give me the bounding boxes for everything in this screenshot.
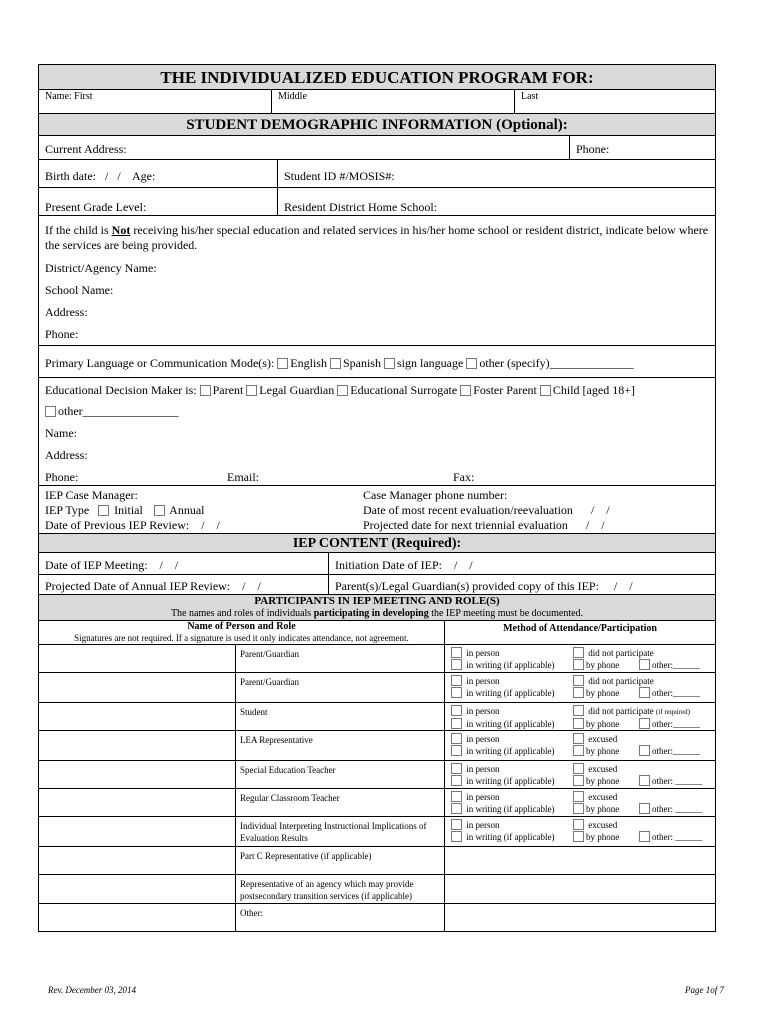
checkbox-icon[interactable] xyxy=(277,358,288,369)
attend-in-person-option[interactable]: in person xyxy=(451,705,573,718)
previous-review-field[interactable]: Date of Previous IEP Review: / / xyxy=(45,518,220,532)
participant-attendance-cell xyxy=(445,703,715,730)
checkbox-icon[interactable] xyxy=(451,831,462,842)
checkbox-icon[interactable] xyxy=(451,647,462,658)
triennial-eval-field[interactable]: Projected date for next triennial evaluation / / xyxy=(363,518,605,532)
participant-row xyxy=(39,672,715,702)
content-title-row xyxy=(39,534,715,553)
decision-maker-block xyxy=(39,378,715,485)
dm-parent-option[interactable]: Parent xyxy=(200,380,244,400)
iep-type-initial-option[interactable]: Initial xyxy=(98,503,143,518)
birth-row xyxy=(39,160,715,188)
attend-in-person-option[interactable]: in person xyxy=(451,733,573,745)
iep-type-label: IEP Type xyxy=(45,503,90,517)
participant-row xyxy=(39,760,715,788)
participant-role: Representative of an agency which may provide postsecondary transition services (if applicable) xyxy=(236,875,445,903)
checkbox-icon[interactable] xyxy=(246,385,257,396)
name-col-title: Name of Person and Role xyxy=(187,621,296,632)
attend-not-participate-option[interactable]: did not participate xyxy=(573,647,654,659)
attend-in-writing-option[interactable]: in writing (if applicable) xyxy=(451,803,573,815)
attend-not-participate-option[interactable]: excused xyxy=(573,791,617,803)
attend-not-participate-option[interactable]: excused xyxy=(573,763,617,775)
name-last-field[interactable]: Last xyxy=(521,91,539,102)
service-location-block xyxy=(39,216,715,345)
participant-name-cell[interactable] xyxy=(39,789,236,816)
checkbox-icon[interactable] xyxy=(573,705,584,716)
language-label: Primary Language or Communication Mode(s): xyxy=(45,355,275,370)
checkbox-icon[interactable] xyxy=(639,687,650,698)
district-agency-field[interactable]: District/Agency Name: xyxy=(45,261,157,275)
checkbox-icon[interactable] xyxy=(200,385,211,396)
participant-role: Special Education Teacher xyxy=(236,761,445,788)
attend-by-phone-option[interactable]: by phone xyxy=(573,718,639,730)
demographic-title: STUDENT DEMOGRAPHIC INFORMATION (Optional): xyxy=(39,114,715,135)
current-address-field[interactable]: Current Address: xyxy=(39,136,570,159)
birth-date-field[interactable]: Birth date: / / Age: xyxy=(39,160,278,187)
participant-name-cell[interactable] xyxy=(39,731,236,760)
dm-fax-field[interactable]: Fax: xyxy=(453,470,475,484)
dm-phone-field[interactable]: Phone: xyxy=(45,470,79,484)
participant-row xyxy=(39,730,715,760)
initiation-date-field[interactable]: Initiation Date of IEP: / / xyxy=(335,558,473,572)
attend-not-participate-option[interactable]: excused xyxy=(573,819,617,831)
checkbox-icon[interactable] xyxy=(451,803,462,814)
checkbox-icon[interactable] xyxy=(573,791,584,802)
attend-in-person-option[interactable]: in person xyxy=(451,647,573,659)
dm-contact-line xyxy=(45,466,709,488)
checkbox-icon[interactable] xyxy=(573,775,584,786)
checkbox-icon[interactable] xyxy=(451,718,462,729)
participant-role: Part C Representative (if applicable) xyxy=(236,847,445,874)
participant-attendance-cell xyxy=(445,645,715,672)
checkbox-icon[interactable] xyxy=(466,358,477,369)
decision-maker-label: Educational Decision Maker is: xyxy=(45,383,197,397)
participant-role: Individual Interpreting Instructional Implications of Evaluation Results xyxy=(236,817,445,846)
checkbox-icon[interactable] xyxy=(451,819,462,830)
checkbox-icon[interactable] xyxy=(337,385,348,396)
copy-provided-field[interactable]: Parent(s)/Legal Guardian(s) provided copy of this IEP: / / xyxy=(335,579,633,593)
case-manager-row xyxy=(39,486,715,534)
checkbox-icon[interactable] xyxy=(639,803,650,814)
checkbox-icon[interactable] xyxy=(330,358,341,369)
phone-field[interactable]: Phone: xyxy=(576,142,610,156)
checkbox-icon[interactable] xyxy=(451,733,462,744)
checkbox-icon[interactable] xyxy=(451,745,462,756)
attend-not-participate-option[interactable]: did not participate (if required) xyxy=(573,705,690,718)
checkbox-icon[interactable] xyxy=(384,358,395,369)
participant-attendance-cell xyxy=(445,673,715,702)
attend-in-writing-option[interactable]: in writing (if applicable) xyxy=(451,775,573,787)
checkbox-icon[interactable] xyxy=(639,718,650,729)
dm-address-field[interactable]: Address: xyxy=(45,448,88,462)
iep-form xyxy=(38,64,716,932)
checkbox-icon[interactable] xyxy=(98,505,109,516)
grade-level-field[interactable]: Present Grade Level: xyxy=(39,188,278,215)
checkbox-icon[interactable] xyxy=(451,687,462,698)
attend-in-person-option[interactable]: in person xyxy=(451,819,573,831)
checkbox-icon[interactable] xyxy=(451,775,462,786)
participant-role: Parent/Guardian xyxy=(236,673,445,702)
checkbox-icon[interactable] xyxy=(154,505,165,516)
not-emphasis: Not xyxy=(111,223,131,237)
attend-by-phone-option[interactable]: by phone xyxy=(573,745,639,757)
participants-header xyxy=(39,595,715,620)
participants-title: PARTICIPANTS IN IEP MEETING AND ROLE(S) xyxy=(254,595,500,607)
checkbox-icon[interactable] xyxy=(639,745,650,756)
attend-other-option[interactable]: other:______ xyxy=(639,687,700,699)
iep-type-group xyxy=(45,503,205,518)
service-location-row xyxy=(39,216,715,346)
case-manager-block xyxy=(39,486,715,533)
service-phone-field[interactable]: Phone: xyxy=(45,327,79,341)
resident-district-field[interactable]: Resident District Home School: xyxy=(284,200,437,214)
checkbox-icon[interactable] xyxy=(573,763,584,774)
attend-by-phone-option[interactable]: by phone xyxy=(573,687,639,699)
attend-in-writing-option[interactable]: in writing (if applicable) xyxy=(451,831,573,843)
participant-row xyxy=(39,702,715,730)
dm-guardian-option[interactable]: Legal Guardian xyxy=(246,380,334,400)
attend-other-option[interactable]: other:______ xyxy=(639,718,700,730)
checkbox-icon[interactable] xyxy=(639,775,650,786)
attend-by-phone-option[interactable]: by phone xyxy=(573,775,639,787)
participant-attendance-cell xyxy=(445,789,715,816)
revision-date: Rev. December 03, 2014 xyxy=(48,985,137,995)
participant-attendance-cell xyxy=(445,847,715,874)
participant-role: Parent/Guardian xyxy=(236,645,445,672)
decision-maker-row xyxy=(39,378,715,486)
attend-other-option[interactable]: other:______ xyxy=(639,745,700,757)
participant-name-cell[interactable] xyxy=(39,703,236,730)
checkbox-icon[interactable] xyxy=(451,659,462,670)
attend-in-writing-option[interactable]: in writing (if applicable) xyxy=(451,745,573,757)
participant-row-part-c xyxy=(39,846,715,874)
attend-in-person-option[interactable]: in person xyxy=(451,675,573,687)
attend-in-person-option[interactable]: in person xyxy=(451,791,573,803)
participant-attendance-cell xyxy=(445,904,715,931)
attend-by-phone-option[interactable]: by phone xyxy=(573,803,639,815)
checkbox-icon[interactable] xyxy=(451,705,462,716)
attend-in-writing-option[interactable]: in writing (if applicable) xyxy=(451,687,573,699)
attend-in-writing-option[interactable]: in writing (if applicable) xyxy=(451,718,573,730)
title-row xyxy=(39,65,715,90)
participants-col-headers xyxy=(39,621,715,644)
participant-row-agency xyxy=(39,874,715,903)
checkbox-icon[interactable] xyxy=(573,733,584,744)
case-manager-field[interactable]: IEP Case Manager: xyxy=(45,488,138,502)
case-manager-phone-field[interactable]: Case Manager phone number: xyxy=(363,488,508,502)
recent-evaluation-field[interactable]: Date of most recent evaluation/reevaluation / / xyxy=(363,503,610,517)
dm-surrogate-option[interactable]: Educational Surrogate xyxy=(337,380,457,400)
participants-note: The names and roles of individuals participating in developing the IEP meeting must be documented. xyxy=(170,608,584,619)
attend-other-option[interactable]: other: ______ xyxy=(639,831,702,843)
name-row xyxy=(39,90,715,114)
iep-type-annual-option[interactable]: Annual xyxy=(154,503,205,518)
checkbox-icon[interactable] xyxy=(573,819,584,830)
attend-by-phone-option[interactable]: by phone xyxy=(573,659,639,671)
method-col-title: Method of Attendance/Participation xyxy=(503,623,657,634)
checkbox-icon[interactable] xyxy=(451,791,462,802)
participants-title-row xyxy=(39,595,715,621)
grade-row xyxy=(39,188,715,216)
attend-in-person-option[interactable]: in person xyxy=(451,763,573,775)
language-english-option[interactable]: English xyxy=(277,356,327,371)
checkbox-icon[interactable] xyxy=(573,831,584,842)
participant-name-cell[interactable] xyxy=(39,875,236,903)
checkbox-icon[interactable] xyxy=(639,659,650,670)
checkbox-icon[interactable] xyxy=(460,385,471,396)
checkbox-icon[interactable] xyxy=(451,763,462,774)
name-middle-field[interactable]: Middle xyxy=(272,90,515,113)
meeting-date-row xyxy=(39,553,715,575)
checkbox-icon[interactable] xyxy=(573,745,584,756)
language-other-option[interactable]: other (specify)______________ xyxy=(466,356,633,371)
annual-review-field[interactable]: Projected Date of Annual IEP Review: / / xyxy=(39,575,329,594)
checkbox-icon[interactable] xyxy=(639,831,650,842)
participants-table xyxy=(39,621,715,931)
content-title: IEP CONTENT (Required): xyxy=(39,534,715,552)
checkbox-icon[interactable] xyxy=(540,385,551,396)
school-name-field[interactable]: School Name: xyxy=(45,283,114,297)
dm-foster-option[interactable]: Foster Parent xyxy=(460,380,537,400)
attend-in-writing-option[interactable]: in writing (if applicable) xyxy=(451,659,573,671)
attend-by-phone-option[interactable]: by phone xyxy=(573,831,639,843)
checkbox-icon[interactable] xyxy=(573,718,584,729)
signature-note: Signatures are not required. If a signature is used it only indicates attendance, not agreement. xyxy=(74,633,409,643)
attend-other-option[interactable]: other: ______ xyxy=(639,775,702,787)
checkbox-icon[interactable] xyxy=(573,647,584,658)
name-first-field[interactable]: Name: First xyxy=(39,90,272,113)
service-address-field[interactable]: Address: xyxy=(45,305,88,319)
annual-review-row xyxy=(39,575,715,595)
checkbox-icon[interactable] xyxy=(45,406,56,417)
participant-name-cell[interactable] xyxy=(39,847,236,874)
form-title: THE INDIVIDUALIZED EDUCATION PROGRAM FOR: xyxy=(39,65,715,89)
participant-role: Regular Classroom Teacher xyxy=(236,789,445,816)
participant-attendance-cell xyxy=(445,817,715,846)
participant-name-cell[interactable] xyxy=(39,761,236,788)
name-col-header xyxy=(39,621,445,644)
student-id-field[interactable]: Student ID #/MOSIS#: xyxy=(284,169,395,183)
page-number: Page 1of 7 xyxy=(685,985,724,995)
participant-name-cell[interactable] xyxy=(39,817,236,846)
address-row xyxy=(39,136,715,160)
participant-role: LEA Representative xyxy=(236,731,445,760)
participant-row xyxy=(39,644,715,672)
language-spanish-option[interactable]: Spanish xyxy=(330,356,381,371)
attend-not-participate-option[interactable]: did not participate xyxy=(573,675,654,687)
meeting-date-field[interactable]: Date of IEP Meeting: / / xyxy=(39,553,329,574)
checkbox-icon[interactable] xyxy=(451,675,462,686)
checkbox-icon[interactable] xyxy=(573,687,584,698)
participant-name-cell[interactable] xyxy=(39,673,236,702)
participant-name-cell[interactable] xyxy=(39,645,236,672)
language-sign-option[interactable]: sign language xyxy=(384,356,463,371)
language-block xyxy=(39,352,715,372)
dm-child-option[interactable]: Child [aged 18+] xyxy=(540,380,635,400)
dm-other-option[interactable]: other________________ xyxy=(45,400,709,422)
participant-row-other xyxy=(39,903,715,931)
participant-role: Other: xyxy=(236,904,445,931)
demographic-title-row xyxy=(39,114,715,136)
not-receiving-note: If the child is Not receiving his/her special education and related services in his/her home school or resident district, indicate below where the services are being provided. xyxy=(45,223,709,252)
participant-role: Student xyxy=(236,703,445,730)
participant-attendance-cell xyxy=(445,761,715,788)
participant-name-cell[interactable] xyxy=(39,904,236,931)
checkbox-icon[interactable] xyxy=(573,675,584,686)
attend-other-option[interactable]: other:______ xyxy=(639,659,700,671)
participant-attendance-cell xyxy=(445,731,715,760)
participant-attendance-cell xyxy=(445,875,715,903)
participant-row xyxy=(39,788,715,816)
checkbox-icon[interactable] xyxy=(573,803,584,814)
checkbox-icon[interactable] xyxy=(573,659,584,670)
language-row xyxy=(39,346,715,378)
attend-other-option[interactable]: other: ______ xyxy=(639,803,702,815)
dm-name-field[interactable]: Name: xyxy=(45,426,77,440)
participant-row xyxy=(39,816,715,846)
dm-email-field[interactable]: Email: xyxy=(227,470,259,484)
attend-not-participate-option[interactable]: excused xyxy=(573,733,617,745)
